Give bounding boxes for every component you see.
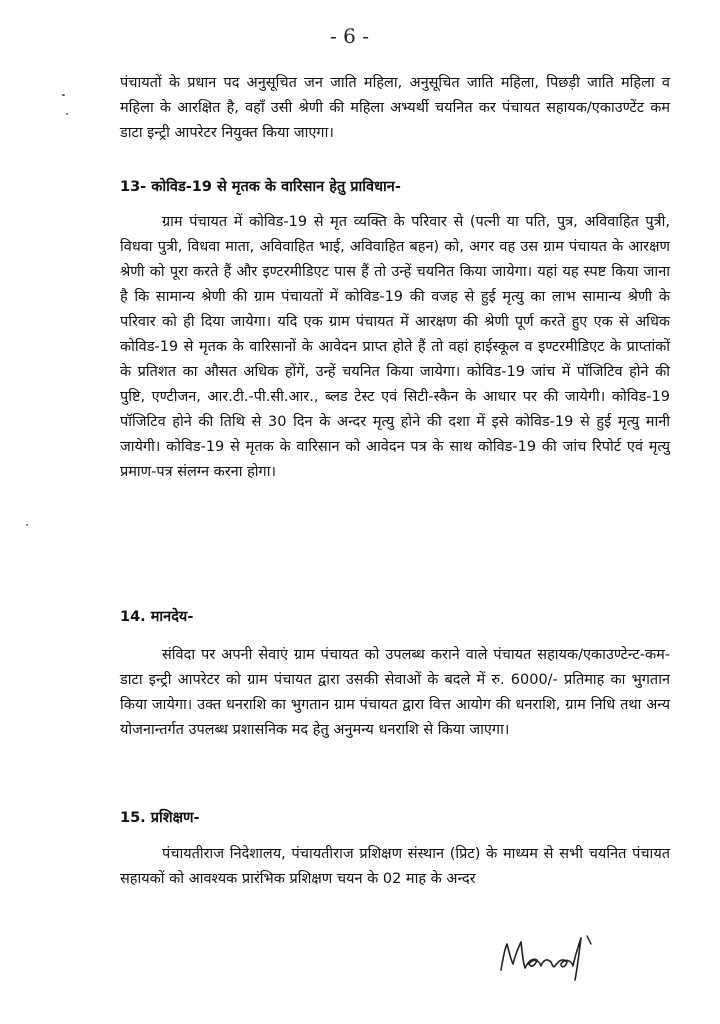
section-15-heading: 15. प्रशिक्षण- bbox=[120, 810, 200, 826]
section-13-paragraph: ग्राम पंचायत में कोविड-19 से मृत व्यक्ति के परिवार से (पत्नी या पति, पुत्र, अविवाहित पुत्री, विधवा पुत्री, विधवा माता, अविवाहित भाई, अविवाहित बहन) को, अगर वह उस ग्राम पंचायत के आरक्षण श्रेणी को पूरा करते हैं और इण्टरमीडिएट पास हैं तो उन्हें चयनित किया जायेगा। यहां यह स्पष्ट किया जाना है कि सामान्य श्रेणी की ग्राम पंचायतों में कोविड-19 की वजह से हुई मृत्यु का लाभ सामान्य श्रेणी के परिवार को ही दिया जायेगा। यदि एक ग्राम पंचायत में आरक्षण की श्रेणी पूर्ण करते हुए एक से अधिक कोविड-19 से मृतक के वारिसानों के आवेदन प्राप्त होते हैं तो वहां हाईस्कूल व इण्टरमीडिएट के प्राप्तांकों के प्रतिशत का औसत अधिक होंगें, उन्हें चयनित किया जायेगा। कोविड-19 जांच में पॉजिटिव होने की पुष्टि, एण्टीजन, आर.टी.-पी.सी.आर., ब्लड टेस्ट एवं सिटी-स्कैन के आधार पर की जायेगी। कोविड-19 पॉजिटिव होने की तिथि से 30 दिन के अन्दर मृत्यु होने की दशा में इसे कोविड-19 से हुई मृत्यु मानी जायेगी। कोविड-19 से मृतक के वारिसान को आवेदन पत्र के साथ कोविड-19 की जांच रिपोर्ट एवं मृत्यु प्रमाण-पत्र संलग्न करना होगा। bbox=[120, 214, 670, 480]
section-14-heading: 14. मानदेय- bbox=[120, 609, 194, 625]
page-number: - 6 - bbox=[330, 24, 369, 48]
handwritten-signature bbox=[495, 930, 605, 985]
scan-speck bbox=[66, 113, 68, 115]
scan-speck bbox=[26, 524, 28, 526]
scan-speck bbox=[62, 94, 65, 96]
intro-paragraph: पंचायतों के प्रधान पद अनुसूचित जन जाति महिला, अनुसूचित जाति महिला, पिछड़ी जाति महिला व महिला के आरक्षित है, वहाँ उसी श्रेणी की महिला अभ्यर्थी चयनित कर पंचायत सहायक/एकाउण्टेंट कम डाटा इन्ट्री आपरेटर नियुक्त किया जाएगा। bbox=[120, 75, 670, 141]
section-15-paragraph: पंचायतीराज निदेशालय, पंचायतीराज प्रशिक्षण संस्थान (प्रिट) के माध्यम से सभी चयनित पंचायत सहायकों को आवश्यक प्रारंभिक प्रशिक्षण चयन के 02 माह के अन्दर bbox=[120, 846, 670, 887]
section-14-paragraph: संविदा पर अपनी सेवाएं ग्राम पंचायत को उपलब्ध कराने वाले पंचायत सहायक/एकाउण्टेन्ट-कम-डाटा इन्ट्री आपरेटर को ग्राम पंचायत द्वारा उसकी सेवाओं के बदले में रु. 6000/- प्रतिमाह का भुगतान किया जायेगा। उक्त धनराशि का भुगतान ग्राम पंचायत द्वारा वित्त आयोग की धनराशि, ग्राम निधि तथा अन्य योजनान्तर्गत उपलब्ध प्रशासनिक मद हेतु अनुमन्य धनराशि से किया जाएगा। bbox=[120, 647, 670, 738]
section-13-heading: 13- कोविड-19 से मृतक के वारिसान हेतु प्राविधान- bbox=[120, 179, 401, 195]
